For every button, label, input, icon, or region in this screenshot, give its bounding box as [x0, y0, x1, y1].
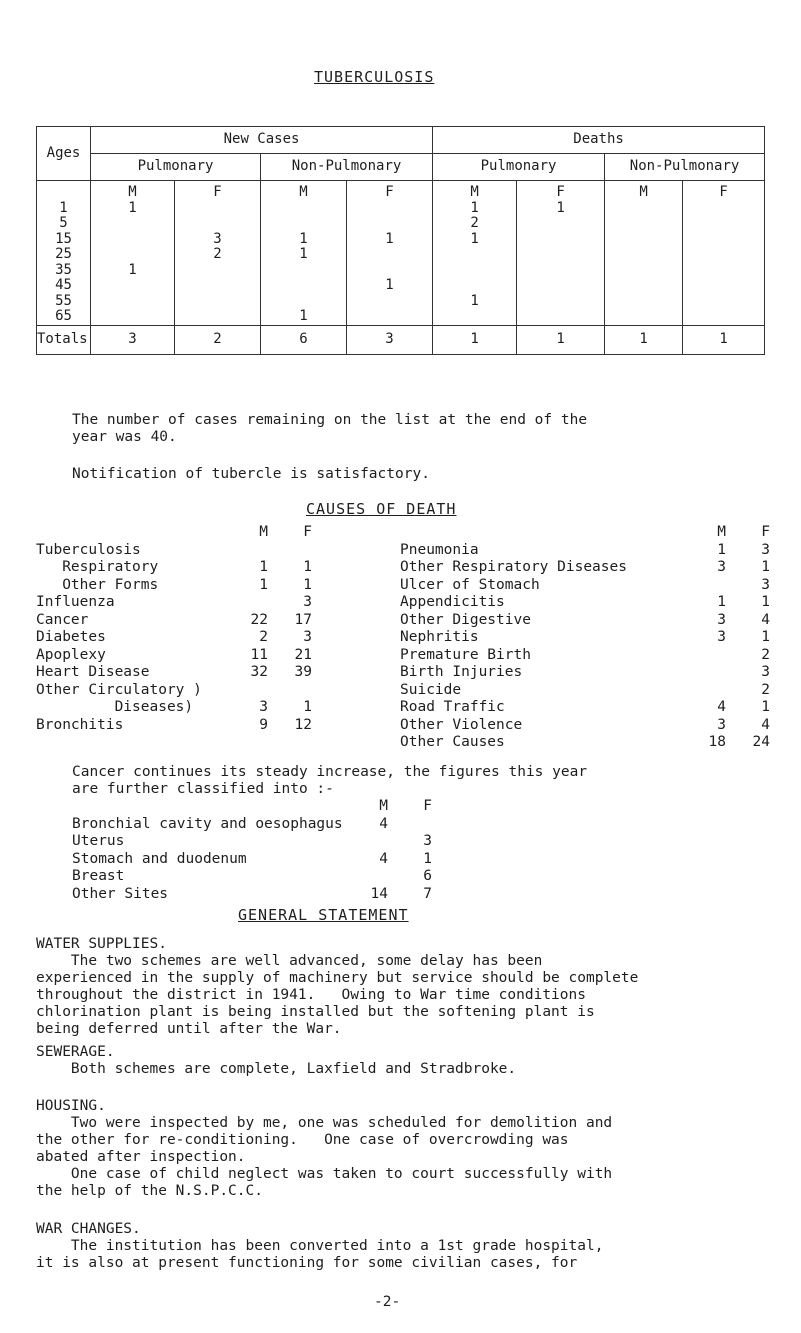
male-count: 3: [717, 629, 726, 645]
cause-row: [400, 682, 770, 700]
male-count: 11: [250, 646, 268, 663]
male-count: 9: [259, 716, 268, 733]
table-cell: [347, 216, 432, 232]
cause-row: [72, 868, 452, 886]
table-cell: [517, 263, 604, 279]
table-cell: [517, 232, 604, 248]
table-cell: [175, 309, 260, 325]
cause-label: Other Causes: [400, 734, 505, 750]
table-cell: 2: [470, 215, 479, 231]
female-count: F: [303, 524, 312, 540]
table-cell: [517, 216, 604, 232]
cause-label: Respiratory: [36, 559, 159, 575]
cause-row: [400, 577, 770, 595]
table-cell: 1: [556, 199, 565, 216]
table-cell: [175, 263, 260, 279]
female-count: F: [761, 524, 770, 540]
female-count: F: [423, 798, 432, 814]
table-cell: 1: [385, 230, 394, 247]
table-cell: [347, 309, 432, 325]
housing-title: HOUSING.: [36, 1098, 106, 1114]
cause-label: Stomach and duodenum: [72, 850, 247, 867]
cause-label: Birth Injuries: [400, 664, 523, 680]
cause-row: [72, 833, 452, 851]
cause-label: Other Forms: [36, 576, 159, 593]
cause-row: [72, 886, 452, 904]
cancer-text: Cancer continues its steady increase, the figures this year are further classified into :-: [72, 764, 588, 797]
data-column: [347, 181, 433, 326]
page-title: TUBERCULOSIS: [314, 68, 435, 86]
cause-label: Diseases): [36, 699, 194, 715]
causes-left-list: [36, 524, 312, 734]
male-count: 4: [379, 850, 388, 867]
table-cell: [683, 201, 764, 217]
table-cell: 2: [213, 246, 222, 262]
general-statement-heading: GENERAL STATEMENT: [238, 906, 409, 924]
female-count: 1: [761, 629, 770, 645]
cause-label: Bronchitis: [36, 716, 124, 733]
table-cell: 3: [213, 230, 222, 247]
male-count: 1: [259, 559, 268, 575]
table-cell: [517, 309, 604, 325]
housing-body: Two were inspected by me, one was scheduled for demolition and the other for re-conditioning. One case of overcrowding was abated after inspection. One case of child neglect was taken to court successfully with the help of the N.S.P.C.C.: [36, 1115, 613, 1199]
cause-row: [36, 699, 312, 717]
table-cell: [605, 232, 682, 248]
data-column: [683, 181, 765, 326]
female-count: 3: [423, 833, 432, 849]
totals-label: Totals: [37, 326, 91, 355]
total-cell: 1: [683, 326, 765, 355]
female-count: 3: [761, 541, 770, 558]
cause-label: Other Digestive: [400, 611, 531, 628]
cause-row: [36, 542, 276, 560]
cause-row: [400, 542, 770, 560]
table-cell: [605, 309, 682, 325]
cause-row: [36, 611, 312, 630]
male-count: 4: [379, 815, 388, 832]
cause-row: [36, 594, 312, 612]
table-cell: [175, 278, 260, 294]
age-group: 45: [55, 277, 72, 293]
male-count: 18: [708, 734, 726, 750]
cause-row: [36, 576, 312, 595]
table-cell: 1: [128, 261, 137, 278]
table-cell: [683, 247, 764, 263]
cause-row: [36, 629, 312, 647]
ages-header: Ages: [37, 127, 91, 181]
male-count: 4: [717, 699, 726, 715]
age-group: 5: [59, 215, 68, 231]
table-cell: [517, 294, 604, 310]
cause-row: [72, 816, 452, 834]
table-cell: 1: [299, 230, 308, 247]
female-count: 4: [761, 716, 770, 733]
male-count: 1: [259, 576, 268, 593]
female-count: 2: [761, 646, 770, 663]
table-cell: [175, 216, 260, 232]
cause-row: [400, 612, 770, 630]
male-count: 3: [259, 699, 268, 715]
female-count: 12: [294, 716, 312, 733]
table-cell: [261, 294, 346, 310]
cause-label: Breast: [72, 868, 125, 884]
age-group: 35: [55, 261, 72, 278]
male-count: M: [717, 524, 726, 540]
female-count: 3: [761, 664, 770, 680]
cause-row: [400, 699, 770, 717]
sex-label: F: [556, 184, 565, 200]
sex-label: F: [213, 184, 222, 200]
male-count: 3: [717, 559, 726, 575]
cause-row: [36, 716, 312, 735]
table-cell: [683, 278, 764, 294]
age-group: 65: [55, 308, 72, 324]
table-cell: [261, 263, 346, 279]
cause-label: Pneumonia: [400, 541, 479, 558]
cause-row: [72, 851, 452, 869]
sex-label: F: [385, 184, 394, 200]
water-supplies-body: The two schemes are well advanced, some delay has been experienced in the supply of machinery but service should be complete throughout the district in 1941. Owing to War time conditions chlorination plant is being installed but the softening plant is being deferred until after the War.: [36, 953, 639, 1037]
total-cell: 3: [91, 326, 175, 355]
table-cell: [433, 263, 516, 279]
pulmonary-deaths-header: Pulmonary: [433, 154, 605, 181]
cause-label: Suicide: [400, 681, 462, 698]
cause-label: Diabetes: [36, 629, 106, 645]
sewerage-title: SEWERAGE.: [36, 1044, 115, 1060]
male-count: M: [379, 798, 388, 814]
cause-label: Bronchial cavity and oesophagus: [72, 815, 343, 832]
non-pulmonary-deaths-header: Non-Pulmonary: [605, 154, 765, 181]
tb-cases-table: [36, 126, 764, 355]
table-cell: [261, 216, 346, 232]
table-cell: [347, 247, 432, 263]
sex-label: M: [639, 184, 648, 200]
cause-row: [36, 682, 276, 700]
cause-row: [36, 559, 312, 577]
table-cell: [91, 216, 174, 232]
female-count: 2: [761, 681, 770, 698]
total-cell: 3: [347, 326, 433, 355]
male-count: M: [259, 524, 268, 540]
female-count: 1: [303, 559, 312, 575]
table-cell: [605, 294, 682, 310]
total-cell: 6: [261, 326, 347, 355]
total-cell: 1: [433, 326, 517, 355]
cause-label: Tuberculosis: [36, 541, 141, 558]
female-count: 39: [294, 664, 312, 680]
cause-row: [400, 647, 770, 665]
table-cell: [91, 278, 174, 294]
female-count: 1: [761, 594, 770, 610]
female-count: 1: [761, 699, 770, 715]
male-count: 22: [250, 611, 268, 628]
table-cell: [347, 294, 432, 310]
table-cell: [683, 294, 764, 310]
table-cell: [683, 216, 764, 232]
cause-label: Cancer: [36, 611, 89, 628]
table-cell: 1: [470, 199, 479, 216]
cause-label: Nephritis: [400, 629, 479, 645]
table-cell: 1: [299, 308, 308, 324]
total-cell: 1: [605, 326, 683, 355]
total-cell: 1: [517, 326, 605, 355]
male-count: 3: [717, 611, 726, 628]
sex-label: F: [719, 184, 728, 200]
age-group: 25: [55, 246, 72, 262]
female-count: 4: [761, 611, 770, 628]
notification-text: Notification of tubercle is satisfactory.: [72, 466, 430, 482]
data-column: [605, 181, 683, 326]
sewerage-body: Both schemes are complete, Laxfield and Stradbroke.: [36, 1061, 517, 1077]
table-cell: [261, 201, 346, 217]
sex-label: M: [128, 184, 137, 200]
female-count: 3: [303, 594, 312, 610]
cause-label: Road Traffic: [400, 699, 505, 715]
cause-row: [36, 524, 312, 542]
sex-label: M: [299, 184, 308, 200]
table-cell: [433, 247, 516, 263]
cause-label: Premature Birth: [400, 646, 531, 663]
cancer-sites-list: [72, 798, 452, 903]
male-count: 1: [717, 541, 726, 558]
cause-label: Uterus: [72, 833, 125, 849]
male-count: 3: [717, 716, 726, 733]
war-changes-body: The institution has been converted into a 1st grade hospital, it is also at present functioning for some civilian cases, for: [36, 1238, 604, 1271]
age-group: 15: [55, 230, 72, 247]
male-count: 1: [717, 594, 726, 610]
data-column: [433, 181, 517, 326]
data-column: [91, 181, 175, 326]
table-cell: [347, 263, 432, 279]
table-cell: [175, 294, 260, 310]
table-cell: [517, 247, 604, 263]
female-count: 1: [423, 850, 432, 867]
cause-label: Other Violence: [400, 716, 523, 733]
table-cell: [605, 201, 682, 217]
sex-label: M: [470, 184, 479, 200]
female-count: 21: [294, 646, 312, 663]
new-cases-header: New Cases: [91, 127, 433, 154]
table-cell: [347, 201, 432, 217]
cause-row: [400, 559, 770, 577]
female-count: 3: [761, 576, 770, 593]
cause-label: Other Respiratory Diseases: [400, 559, 627, 575]
page-number: -2-: [374, 1294, 401, 1310]
table-cell: [91, 232, 174, 248]
cause-row: [36, 664, 312, 682]
table-cell: [261, 278, 346, 294]
table-cell: [683, 309, 764, 325]
female-count: 24: [752, 734, 770, 750]
table-cell: [517, 278, 604, 294]
table-cell: [91, 294, 174, 310]
female-count: 1: [303, 699, 312, 715]
cause-row: [72, 798, 452, 816]
table-cell: [605, 263, 682, 279]
table-cell: [605, 216, 682, 232]
cause-label: Other Circulatory ): [36, 681, 202, 698]
cause-label: Appendicitis: [400, 594, 505, 610]
age-groups-cell: [37, 181, 91, 326]
cause-label: Other Sites: [72, 885, 169, 902]
male-count: 32: [250, 664, 268, 680]
table-cell: [683, 232, 764, 248]
pulmonary-new-header: Pulmonary: [91, 154, 261, 181]
data-column: [175, 181, 261, 326]
deaths-header: Deaths: [433, 127, 765, 154]
table-cell: 1: [299, 246, 308, 262]
table-cell: [433, 309, 516, 325]
male-count: 2: [259, 629, 268, 645]
table-cell: 1: [470, 292, 479, 309]
total-cell: 2: [175, 326, 261, 355]
cause-label: Apoplexy: [36, 646, 106, 663]
table-cell: [605, 278, 682, 294]
cause-row: [400, 629, 770, 647]
table-cell: [683, 263, 764, 279]
cause-row: [400, 734, 770, 752]
data-column: [261, 181, 347, 326]
table-cell: [433, 278, 516, 294]
cause-label: Influenza: [36, 594, 115, 610]
female-count: 17: [294, 611, 312, 628]
female-count: 1: [761, 559, 770, 575]
water-supplies-title: WATER SUPPLIES.: [36, 936, 167, 952]
data-column: [517, 181, 605, 326]
cause-row: [400, 594, 770, 612]
table-cell: [91, 309, 174, 325]
table-cell: 1: [385, 277, 394, 293]
age-group: 1: [59, 199, 68, 216]
table-cell: [605, 247, 682, 263]
table-cell: 1: [470, 230, 479, 247]
table-cell: [91, 247, 174, 263]
table-cell: 1: [128, 199, 137, 216]
age-group: 55: [55, 292, 72, 309]
cause-label: Ulcer of Stomach: [400, 576, 540, 593]
female-count: 6: [423, 868, 432, 884]
remaining-cases-text: The number of cases remaining on the list at the end of the year was 40.: [72, 412, 588, 445]
female-count: 1: [303, 576, 312, 593]
cause-row: [400, 664, 770, 682]
female-count: 3: [303, 629, 312, 645]
female-count: 7: [423, 885, 432, 902]
cause-row: [400, 524, 770, 542]
cause-label: Heart Disease: [36, 664, 150, 680]
cause-row: [400, 717, 770, 735]
table-cell: [175, 201, 260, 217]
cause-row: [36, 646, 312, 665]
causes-of-death-heading: CAUSES OF DEATH: [306, 500, 457, 518]
causes-right-list: [400, 524, 770, 752]
war-changes-title: WAR CHANGES.: [36, 1221, 141, 1237]
non-pulmonary-new-header: Non-Pulmonary: [261, 154, 433, 181]
male-count: 14: [370, 885, 388, 902]
